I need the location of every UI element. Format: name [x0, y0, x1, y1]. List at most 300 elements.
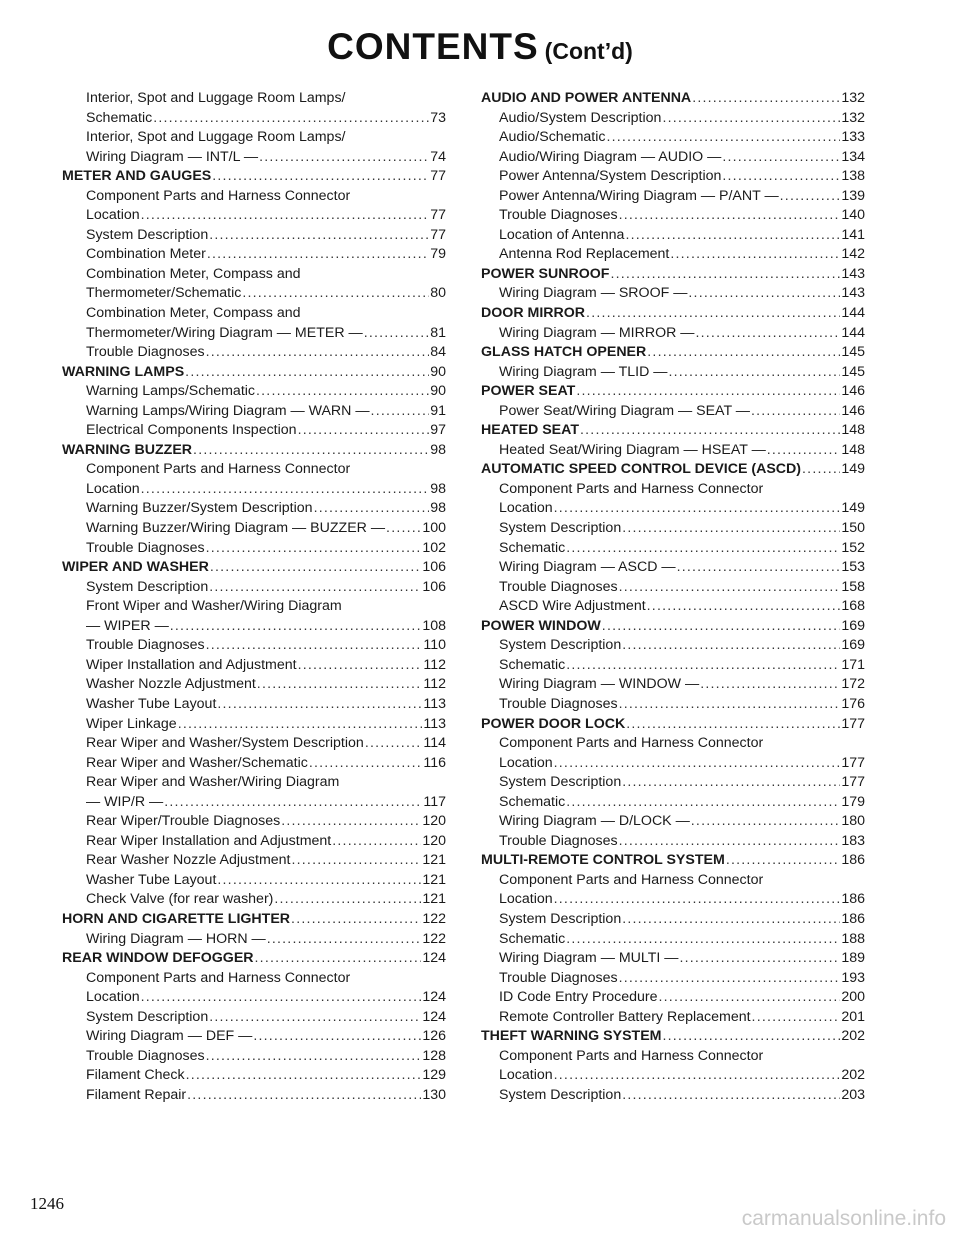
toc-entry-label: System Description [499, 520, 622, 537]
toc-entry-page: 180 [841, 813, 865, 830]
dot-leader [663, 1027, 841, 1047]
toc-entry-label: Schematic [499, 930, 566, 947]
toc-entry [481, 226, 865, 246]
toc-right-column [481, 89, 865, 1105]
toc-entry-page: 77 [430, 168, 446, 185]
toc-entry [481, 675, 865, 695]
toc-entry-label: Rear Wiper/Trouble Diagnoses [86, 813, 281, 830]
toc-entry-label: Location [86, 989, 140, 1006]
toc-entry-page: 121 [422, 852, 446, 869]
toc-section-heading [481, 382, 865, 402]
toc-entry-label: Interior, Spot and Luggage Room Lamps/ [86, 90, 346, 106]
toc-entry [62, 324, 446, 344]
toc-entry [62, 206, 446, 226]
toc-entry-label: THEFT WARNING SYSTEM [481, 1028, 662, 1045]
toc-entry-page: 200 [841, 989, 865, 1006]
toc-entry-label: HEATED SEAT [481, 422, 580, 439]
toc-entry-label: Trouble Diagnoses [86, 539, 205, 556]
dot-leader [193, 441, 429, 461]
toc-entry [481, 539, 865, 559]
toc-entry [481, 1066, 865, 1086]
dot-leader [210, 558, 421, 578]
toc-entry [62, 89, 446, 109]
dot-leader [677, 558, 841, 578]
dot-leader [700, 675, 840, 695]
toc-entry-page: 144 [841, 305, 865, 322]
toc-entry [481, 324, 865, 344]
toc-entry [62, 890, 446, 910]
toc-entry-page: 74 [430, 148, 446, 165]
toc-entry-label: ID Code Entry Procedure [499, 989, 658, 1006]
toc-entry-page: 145 [841, 344, 865, 361]
toc-entry-label: Audio/Schematic [499, 129, 606, 146]
toc-entry-label: Warning Buzzer/Wiring Diagram — BUZZER — [86, 520, 386, 537]
toc-entry-label: Component Parts and Harness Connector [86, 969, 351, 986]
dot-leader [292, 851, 422, 871]
dot-leader [141, 206, 430, 226]
toc-section-heading [481, 851, 865, 871]
toc-entry-page: 144 [841, 324, 865, 341]
toc-entry-page: 130 [422, 1086, 446, 1103]
toc-entry-label: Wiring Diagram — MIRROR — [499, 324, 695, 341]
toc-entry [481, 148, 865, 168]
toc-entry [481, 109, 865, 129]
dot-leader [619, 832, 841, 852]
dot-leader [554, 499, 841, 519]
toc-entry [62, 656, 446, 676]
page-title-continued: (Cont’d) [544, 38, 633, 64]
dot-leader [554, 1066, 841, 1086]
toc-entry-label: Location [499, 500, 553, 517]
toc-entry-page: 108 [422, 617, 446, 634]
toc-entry-label: POWER DOOR LOCK [481, 715, 626, 732]
toc-entry-label: Interior, Spot and Luggage Room Lamps/ [86, 129, 346, 146]
toc-entry-page: 186 [841, 910, 865, 927]
toc-entry [481, 890, 865, 910]
toc-entry-page: 73 [430, 109, 446, 126]
toc-entry [62, 812, 446, 832]
toc-entry-page: 146 [841, 383, 865, 400]
toc-section-heading [481, 460, 865, 480]
dot-leader [554, 754, 841, 774]
toc-entry-page: 79 [430, 246, 446, 263]
toc-entry-page: 77 [430, 226, 446, 243]
toc-entry-label: Component Parts and Harness Connector [86, 461, 351, 478]
dot-leader [386, 519, 421, 539]
toc-entry-page: 84 [430, 344, 446, 361]
toc-entry-label: Combination Meter, Compass and [86, 265, 301, 282]
toc-entry-label: POWER SEAT [481, 383, 576, 400]
toc-entry-page: 183 [841, 832, 865, 849]
toc-entry [481, 245, 865, 265]
page-title [0, 26, 960, 68]
toc-entry-page: 143 [841, 265, 865, 282]
toc-entry-label: Wiring Diagram — TLID — [499, 363, 668, 380]
toc-entry-page: 176 [841, 695, 865, 712]
toc-entry-page: 117 [423, 793, 446, 810]
toc-section-heading [481, 715, 865, 735]
dot-leader [670, 245, 840, 265]
toc-entry-label: — WIP/R — [86, 793, 164, 810]
toc-entry-label: Antenna Rod Replacement [499, 246, 670, 263]
toc-entry [62, 480, 446, 500]
toc-entry-label: Trouble Diagnoses [499, 578, 618, 595]
toc-entry [481, 754, 865, 774]
dot-leader [257, 675, 423, 695]
toc-entry [481, 1047, 865, 1067]
toc-entry-label: DOOR MIRROR [481, 305, 586, 322]
dot-leader [726, 851, 841, 871]
toc-entry-page: 116 [423, 754, 446, 771]
dot-leader [281, 812, 421, 832]
toc-entry-label: System Description [86, 578, 209, 595]
dot-leader [722, 148, 840, 168]
dot-leader [696, 324, 841, 344]
dot-leader [365, 734, 423, 754]
toc-entry-page: 141 [841, 226, 865, 243]
toc-entry-label: Rear Wiper and Washer/System Description [86, 735, 364, 752]
dot-leader [691, 812, 841, 832]
dot-leader [780, 187, 841, 207]
toc-entry [62, 754, 446, 774]
toc-entry-label: Remote Controller Battery Replacement [499, 1008, 751, 1025]
toc-entry-label: Heated Seat/Wiring Diagram — HSEAT — [499, 441, 766, 458]
toc-entry [62, 793, 446, 813]
dot-leader [566, 656, 840, 676]
toc-entry-label: WIPER AND WASHER [62, 559, 209, 576]
toc-entry-label: Schematic [499, 793, 566, 810]
toc-entry-page: 120 [422, 832, 446, 849]
dot-leader [622, 1086, 840, 1106]
toc-entry [481, 930, 865, 950]
toc-section-heading [62, 363, 446, 383]
dot-leader [668, 363, 840, 383]
toc-section-heading [481, 304, 865, 324]
toc-entry-label: Location [499, 891, 553, 908]
toc-entry [62, 1027, 446, 1047]
toc-entry-label: Wiring Diagram — MULTI — [499, 950, 679, 967]
toc-entry-label: Trouble Diagnoses [86, 637, 205, 654]
toc-entry-label: Front Wiper and Washer/Wiring Diagram [86, 598, 342, 615]
toc-entry-page: 77 [430, 207, 446, 224]
toc-entry-page: 133 [841, 129, 865, 146]
toc-entry-page: 124 [422, 989, 446, 1006]
toc-entry-label: Warning Buzzer/System Description [86, 500, 313, 517]
toc-entry-page: 172 [841, 676, 865, 693]
toc-entry-page: 98 [430, 500, 446, 517]
toc-entry-page: 153 [841, 559, 865, 576]
toc-entry-page: 148 [841, 441, 865, 458]
toc-entry [481, 167, 865, 187]
toc-entry [481, 969, 865, 989]
toc-entry-label: Filament Repair [86, 1086, 187, 1103]
dot-leader [267, 930, 422, 950]
toc-entry-label: Washer Nozzle Adjustment [86, 676, 256, 693]
toc-entry-label: POWER WINDOW [481, 617, 601, 634]
dot-leader [164, 793, 422, 813]
dot-leader [212, 167, 429, 187]
toc-entry [481, 519, 865, 539]
toc-section-heading [481, 89, 865, 109]
dot-leader [586, 304, 840, 324]
toc-entry-page: 188 [841, 930, 865, 947]
toc-entry-label: Rear Wiper and Washer/Wiring Diagram [86, 774, 340, 791]
toc-entry-page: 202 [841, 1067, 865, 1084]
toc-section-heading [62, 949, 446, 969]
toc-entry-page: 80 [430, 285, 446, 302]
toc-entry-label: Location [86, 207, 140, 224]
dot-leader [647, 597, 841, 617]
toc-entry [481, 402, 865, 422]
toc-entry [62, 226, 446, 246]
dot-leader [141, 480, 430, 500]
toc-entry-page: 126 [422, 1028, 446, 1045]
toc-entry-page: 113 [423, 715, 446, 732]
dot-leader [619, 578, 841, 598]
toc-section-heading [481, 421, 865, 441]
toc-left-column [62, 89, 446, 1105]
toc-entry-page: 121 [422, 891, 446, 908]
toc-entry [62, 304, 446, 324]
dot-leader [371, 402, 430, 422]
toc-entry-label: Warning Lamps/Wiring Diagram — WARN — [86, 402, 370, 419]
toc-entry-label: REAR WINDOW DEFOGGER [62, 950, 254, 967]
toc-entry-label: Audio/Wiring Diagram — AUDIO — [499, 148, 722, 165]
toc-entry-page: 122 [422, 930, 446, 947]
toc-entry-label: Location [86, 480, 140, 497]
dot-leader [619, 969, 841, 989]
toc-entry-page: 113 [423, 695, 446, 712]
toc-entry [481, 597, 865, 617]
toc-entry-label: Wiring Diagram — INT/L — [86, 148, 259, 165]
dot-leader [692, 89, 840, 109]
toc-entry [481, 773, 865, 793]
toc-entry-page: 128 [422, 1047, 446, 1064]
toc-entry [62, 578, 446, 598]
toc-entry [481, 1086, 865, 1106]
toc-entry-page: 149 [841, 500, 865, 517]
dot-leader [253, 1027, 421, 1047]
toc-entry [481, 206, 865, 226]
toc-entry-label: Check Valve (for rear washer) [86, 891, 274, 908]
dot-leader [141, 988, 422, 1008]
dot-leader [566, 793, 840, 813]
dot-leader [679, 949, 840, 969]
toc-entry [62, 734, 446, 754]
dot-leader [178, 715, 423, 735]
toc-entry [62, 871, 446, 891]
dot-leader [274, 890, 421, 910]
toc-entry [62, 402, 446, 422]
dot-leader [622, 773, 840, 793]
dot-leader [259, 148, 429, 168]
toc-entry-label: Filament Check [86, 1067, 185, 1084]
toc-section-heading [62, 167, 446, 187]
toc-entry-label: POWER SUNROOF [481, 265, 610, 282]
dot-leader [217, 695, 422, 715]
toc-entry [481, 949, 865, 969]
dot-leader [206, 343, 430, 363]
toc-entry [481, 499, 865, 519]
toc-entry-label: AUTOMATIC SPEED CONTROL DEVICE (ASCD) [481, 461, 802, 478]
toc-entry [481, 187, 865, 207]
dot-leader [206, 636, 423, 656]
toc-entry-page: 177 [841, 715, 865, 732]
dot-leader [752, 1008, 841, 1028]
dot-leader [309, 754, 423, 774]
toc-entry-label: Rear Wiper and Washer/Schematic [86, 754, 308, 771]
toc-entry-label: System Description [499, 774, 622, 791]
dot-leader [610, 265, 840, 285]
dot-leader [722, 167, 840, 187]
toc-entry [62, 109, 446, 129]
toc-entry-page: 90 [430, 363, 446, 380]
toc-entry-label: Power Antenna/Wiring Diagram — P/ANT — [499, 187, 779, 204]
toc-entry-page: 149 [841, 461, 865, 478]
toc-entry-label: Component Parts and Harness Connector [499, 480, 764, 497]
dot-leader [209, 1008, 421, 1028]
dot-leader [217, 871, 421, 891]
toc-entry-label: Wiring Diagram — D/LOCK — [499, 813, 690, 830]
toc-entry-label: Power Seat/Wiring Diagram — SEAT — [499, 402, 750, 419]
toc-entry-label: Trouble Diagnoses [86, 344, 205, 361]
toc-entry [481, 1008, 865, 1028]
toc-entry-label: HORN AND CIGARETTE LIGHTER [62, 910, 291, 927]
toc-entry [62, 1066, 446, 1086]
toc-entry [62, 284, 446, 304]
dot-leader [602, 617, 841, 637]
toc-entry-page: 193 [841, 969, 865, 986]
toc-entry-label: Power Antenna/System Description [499, 168, 722, 185]
dot-leader [209, 578, 421, 598]
toc-entry-label: Audio/System Description [499, 109, 662, 126]
toc-entry-page: 120 [422, 813, 446, 830]
toc-section-heading [481, 617, 865, 637]
toc-entry-label: Location of Antenna [499, 226, 625, 243]
toc-entry-label: Schematic [499, 656, 566, 673]
dot-leader [298, 421, 430, 441]
toc-entry-label: Rear Washer Nozzle Adjustment [86, 852, 291, 869]
toc-entry [62, 1008, 446, 1028]
dot-leader [566, 930, 840, 950]
dot-leader [170, 617, 422, 637]
toc-entry [481, 656, 865, 676]
toc-entry-label: System Description [499, 637, 622, 654]
toc-entry [62, 675, 446, 695]
dot-leader [767, 441, 841, 461]
toc-entry-label: Trouble Diagnoses [499, 832, 618, 849]
toc-entry [481, 812, 865, 832]
toc-entry-page: 97 [430, 422, 446, 439]
toc-entry-page: 142 [841, 246, 865, 263]
toc-entry-page: 132 [841, 109, 865, 126]
toc-entry [62, 499, 446, 519]
toc-entry-page: 177 [841, 774, 865, 791]
toc-entry-page: 169 [841, 637, 865, 654]
watermark-text: carmanualsonline.info [741, 1207, 946, 1230]
toc-entry-page: 112 [423, 676, 446, 693]
toc-entry-page: 202 [841, 1028, 865, 1045]
dot-leader [622, 519, 840, 539]
toc-entry [62, 187, 446, 207]
toc-entry-page: 138 [841, 168, 865, 185]
toc-entry [62, 421, 446, 441]
toc-entry-label: System Description [499, 1086, 622, 1103]
dot-leader [647, 343, 840, 363]
dot-leader [256, 382, 429, 402]
toc-entry-page: 124 [422, 1008, 446, 1025]
toc-entry-page: 100 [422, 520, 446, 537]
dot-leader [662, 109, 840, 129]
toc-entry [62, 128, 446, 148]
toc-entry-page: 148 [841, 422, 865, 439]
toc-entry [62, 539, 446, 559]
toc-entry [481, 480, 865, 500]
toc-entry-page: 106 [422, 578, 446, 595]
toc-entry-label: GLASS HATCH OPENER [481, 344, 647, 361]
dot-leader [206, 1047, 422, 1067]
toc-entry-label: Combination Meter [86, 246, 206, 263]
toc-entry-page: 169 [841, 617, 865, 634]
dot-leader [619, 206, 841, 226]
toc-entry-label: Combination Meter, Compass and [86, 305, 301, 322]
toc-entry [62, 1047, 446, 1067]
toc-entry [481, 558, 865, 578]
toc-entry-label: Component Parts and Harness Connector [499, 735, 764, 752]
dot-leader [659, 988, 841, 1008]
toc-entry-page: 201 [841, 1008, 865, 1025]
toc-entry-label: Wiring Diagram — ASCD — [499, 559, 676, 576]
toc-entry-page: 90 [430, 383, 446, 400]
dot-leader [185, 363, 429, 383]
dot-leader [688, 284, 840, 304]
toc-entry [62, 597, 446, 617]
dot-leader [314, 499, 430, 519]
toc-entry-page: 121 [422, 871, 446, 888]
toc-entry-label: Electrical Components Inspection [86, 422, 297, 439]
toc-section-heading [62, 441, 446, 461]
toc-entry-page: 177 [841, 754, 865, 771]
toc-entry [62, 1086, 446, 1106]
toc-entry-page: 91 [430, 402, 446, 419]
toc-entry-label: METER AND GAUGES [62, 168, 212, 185]
toc-entry-label: Wiper Installation and Adjustment [86, 656, 297, 673]
toc-entry-label: Trouble Diagnoses [499, 695, 618, 712]
page-title-main: CONTENTS [327, 26, 539, 67]
toc-entry [481, 793, 865, 813]
toc-section-heading [481, 265, 865, 285]
toc-section-heading [481, 1027, 865, 1047]
toc-entry-label: Component Parts and Harness Connector [86, 187, 351, 204]
toc-section-heading [481, 343, 865, 363]
dot-leader [619, 695, 841, 715]
dot-leader [332, 832, 421, 852]
toc-entry-page: 129 [422, 1067, 446, 1084]
dot-leader [242, 284, 429, 304]
toc-entry-label: WARNING BUZZER [62, 441, 193, 458]
toc-entry-page: 168 [841, 598, 865, 615]
dot-leader [207, 245, 429, 265]
toc-entry-label: Component Parts and Harness Connector [499, 871, 764, 888]
dot-leader [576, 382, 840, 402]
toc-entry-page: 171 [841, 656, 865, 673]
toc-entry-page: 134 [841, 148, 865, 165]
dot-leader [622, 636, 840, 656]
dot-leader [153, 109, 429, 129]
toc-entry-label: Schematic [86, 109, 153, 126]
toc-entry-page: 150 [841, 520, 865, 537]
toc-entry [62, 988, 446, 1008]
